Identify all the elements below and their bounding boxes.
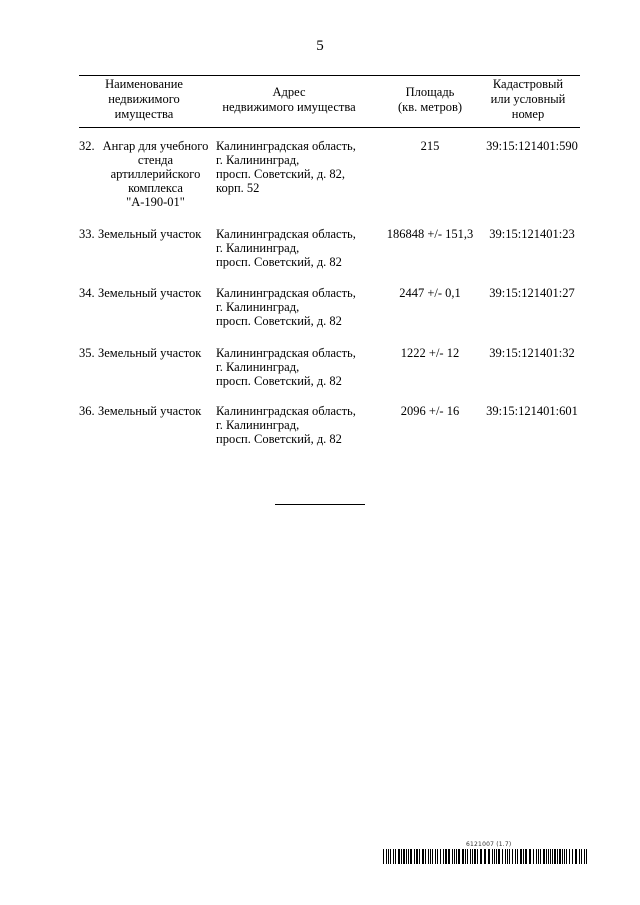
address-line: корп. 52 [216,181,260,195]
name-text [98,346,213,360]
address-cell [216,286,381,328]
name-line: комплекса [128,181,183,195]
header-line: Наименование [105,77,183,91]
header-line: имущества [114,107,174,121]
area-cell: 2447 +/- 0,1 [399,286,461,300]
table-header-rule [79,127,580,128]
name-line: Земельный участок [98,227,202,241]
address-cell [216,404,381,446]
address-line: Калининградская область, [216,227,356,241]
cadastral-cell: 39:15:121401:601 [486,404,578,418]
barcode-icon [383,849,587,864]
row-number: 35. [79,346,95,360]
address-line: Калининградская область, [216,346,356,360]
address-line: Калининградская область, [216,286,356,300]
address-line: Калининградская область, [216,404,356,418]
name-text [98,227,213,241]
name-text [98,286,213,300]
header-line: номер [511,107,545,121]
header-line: (кв. метров) [397,100,463,114]
cadastral-cell: 39:15:121401:590 [486,139,578,153]
address-line: г. Калининград, [216,153,300,167]
row-number: 33. [79,227,95,241]
address-line: г. Калининград, [216,418,300,432]
name-line: Земельный участок [98,404,202,418]
cadastral-cell: 39:15:121401:27 [489,286,575,300]
end-of-document-rule [275,504,365,505]
address-cell [216,346,381,388]
page-number: 5 [316,38,324,54]
header-area [380,85,480,115]
address-line: просп. Советский, д. 82 [216,255,342,269]
address-cell [216,139,381,195]
cadastral-cell: 39:15:121401:32 [489,346,575,360]
address-line: Калининградская область, [216,139,356,153]
table-top-rule [79,75,580,76]
header-line: недвижимого имущества [222,100,356,114]
header-line: Площадь [405,85,455,99]
barcode-label: 6121007 (1.7) [466,841,512,848]
name-line: артиллерийского [110,167,201,181]
address-line: просп. Советский, д. 82 [216,374,342,388]
row-number: 32. [79,139,95,153]
address-line: г. Калининград, [216,241,300,255]
area-cell: 186848 +/- 151,3 [386,227,474,241]
header-line: Кадастровый [492,77,564,91]
header-name [86,77,202,122]
area-cell: 215 [420,139,440,153]
address-line: просп. Советский, д. 82 [216,432,342,446]
header-cadastral [476,77,580,122]
address-cell [216,227,381,269]
name-line: Ангар для учебного [102,139,209,153]
name-text [98,139,213,209]
name-line: стенда [137,153,174,167]
address-line: просп. Советский, д. 82 [216,314,342,328]
header-line: Адрес [272,85,306,99]
header-line: или условный [490,92,566,106]
name-line: Земельный участок [98,286,202,300]
header-address [212,85,366,115]
cadastral-cell: 39:15:121401:23 [489,227,575,241]
area-cell: 1222 +/- 12 [400,346,460,360]
header-line: недвижимого [108,92,180,106]
name-text [98,404,213,418]
row-number: 36. [79,404,95,418]
name-line: Земельный участок [98,346,202,360]
address-line: г. Калининград, [216,360,300,374]
name-line: "А-190-01" [126,195,185,209]
address-line: г. Калининград, [216,300,300,314]
address-line: просп. Советский, д. 82, [216,167,346,181]
row-number: 34. [79,286,95,300]
area-cell: 2096 +/- 16 [400,404,460,418]
